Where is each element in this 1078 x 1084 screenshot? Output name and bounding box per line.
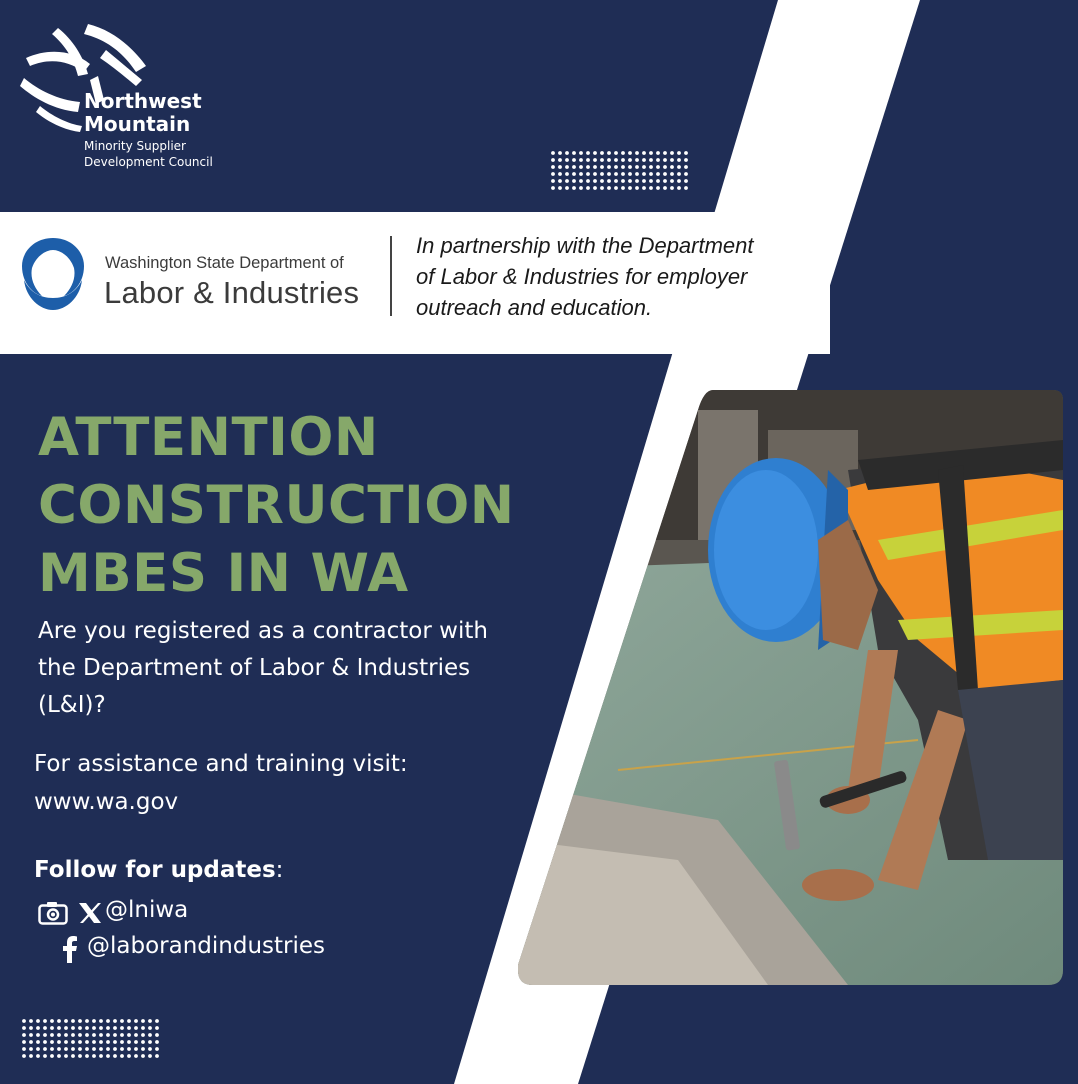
decorative-dot <box>78 1040 82 1044</box>
decorative-dot <box>628 158 632 162</box>
decorative-dot <box>551 179 555 183</box>
decorative-dot <box>120 1019 124 1023</box>
decorative-dot <box>57 1033 61 1037</box>
decorative-dot <box>85 1033 89 1037</box>
decorative-dot <box>43 1040 47 1044</box>
decorative-dot <box>677 151 681 155</box>
decorative-dot <box>85 1040 89 1044</box>
partnership-line1: In partnership with the Department <box>416 233 754 258</box>
decorative-dot <box>85 1019 89 1023</box>
decorative-dot <box>71 1054 75 1058</box>
decorative-dot <box>148 1047 152 1051</box>
decorative-dot <box>572 151 576 155</box>
decorative-dot <box>656 165 660 169</box>
decorative-dot <box>565 158 569 162</box>
decorative-dot <box>64 1040 68 1044</box>
decorative-dot <box>579 151 583 155</box>
nwmsdc-sub-line1: Minority Supplier <box>84 139 186 153</box>
decorative-dot <box>579 172 583 176</box>
decorative-dot <box>113 1019 117 1023</box>
decorative-dot <box>78 1026 82 1030</box>
decorative-dot <box>656 158 660 162</box>
headline <box>38 404 515 608</box>
decorative-dot <box>600 151 604 155</box>
decorative-dot <box>656 172 660 176</box>
decorative-dot <box>586 179 590 183</box>
nwmsdc-name-line2: Mountain <box>84 112 191 136</box>
decorative-dot <box>572 179 576 183</box>
decorative-dot <box>120 1026 124 1030</box>
follow-colon: : <box>275 857 284 883</box>
decorative-dot <box>99 1019 103 1023</box>
decorative-dot <box>50 1019 54 1023</box>
decorative-dot <box>43 1047 47 1051</box>
decorative-dot <box>92 1019 96 1023</box>
decorative-dot <box>628 172 632 176</box>
decorative-dot <box>663 179 667 183</box>
decorative-dot <box>614 158 618 162</box>
decorative-dot <box>43 1054 47 1058</box>
decorative-dot <box>684 158 688 162</box>
decorative-dot <box>670 172 674 176</box>
decorative-dot <box>43 1019 47 1023</box>
decorative-dot <box>593 151 597 155</box>
decorative-dot <box>64 1026 68 1030</box>
decorative-dot <box>78 1019 82 1023</box>
decorative-dot <box>141 1054 145 1058</box>
lni-name: Labor & Industries <box>104 275 360 310</box>
decorative-dot <box>635 179 639 183</box>
decorative-dot <box>677 165 681 169</box>
decorative-dot <box>155 1026 159 1030</box>
decorative-dot <box>558 158 562 162</box>
decorative-dot <box>99 1047 103 1051</box>
decorative-dot <box>642 165 646 169</box>
decorative-dot <box>64 1054 68 1058</box>
decorative-dot <box>663 172 667 176</box>
nwmsdc-name-line1: Northwest <box>84 89 202 113</box>
decorative-dot <box>113 1040 117 1044</box>
decorative-dot <box>120 1040 124 1044</box>
decorative-dot <box>50 1026 54 1030</box>
decorative-dot <box>106 1033 110 1037</box>
partnership-text <box>416 230 856 323</box>
decorative-dot <box>635 158 639 162</box>
decorative-dot <box>579 165 583 169</box>
decorative-dot <box>663 186 667 190</box>
assistance-text <box>34 745 554 821</box>
decorative-dot <box>607 165 611 169</box>
decorative-dot <box>628 179 632 183</box>
decorative-dot <box>113 1054 117 1058</box>
decorative-dot <box>43 1026 47 1030</box>
decorative-dot <box>607 151 611 155</box>
decorative-dot <box>134 1054 138 1058</box>
decorative-dot <box>120 1047 124 1051</box>
decorative-dot <box>565 172 569 176</box>
decorative-dot <box>614 186 618 190</box>
decorative-dot <box>663 165 667 169</box>
decorative-dot <box>663 158 667 162</box>
decorative-dot <box>572 172 576 176</box>
decorative-dot <box>572 165 576 169</box>
decorative-dot <box>71 1033 75 1037</box>
nwmsdc-subtitle <box>84 138 213 170</box>
decorative-dot <box>614 165 618 169</box>
decorative-dot <box>607 186 611 190</box>
decorative-dot <box>99 1054 103 1058</box>
decorative-dot <box>148 1054 152 1058</box>
decorative-dot <box>656 179 660 183</box>
decorative-dot <box>71 1026 75 1030</box>
decorative-dot <box>71 1047 75 1051</box>
decorative-dot <box>600 179 604 183</box>
decorative-dot <box>92 1054 96 1058</box>
decorative-dot <box>670 151 674 155</box>
decorative-dot <box>29 1026 33 1030</box>
decorative-dot <box>155 1040 159 1044</box>
decorative-dot <box>106 1040 110 1044</box>
decorative-dot <box>78 1033 82 1037</box>
decorative-dot <box>120 1054 124 1058</box>
decorative-dot <box>614 151 618 155</box>
question-line1: Are you registered as a contractor with <box>38 618 488 644</box>
decorative-dot <box>642 158 646 162</box>
decorative-dot <box>551 151 555 155</box>
decorative-dot <box>579 186 583 190</box>
decorative-dot <box>64 1033 68 1037</box>
lni-logo-icon <box>20 236 86 312</box>
decorative-dot <box>635 186 639 190</box>
decorative-dot <box>106 1047 110 1051</box>
decorative-dot <box>120 1033 124 1037</box>
registration-question <box>38 613 598 724</box>
decorative-dot <box>684 151 688 155</box>
decorative-dot <box>134 1026 138 1030</box>
handle-lniwa[interactable]: @lniwa <box>105 897 189 923</box>
decorative-dot <box>127 1040 131 1044</box>
decorative-dot <box>621 165 625 169</box>
decorative-dot <box>127 1033 131 1037</box>
decorative-dot <box>558 165 562 169</box>
decorative-dot <box>628 165 632 169</box>
decorative-dot <box>670 158 674 162</box>
decorative-dot <box>113 1047 117 1051</box>
decorative-dot <box>635 151 639 155</box>
decorative-dot <box>579 179 583 183</box>
decorative-dot <box>22 1026 26 1030</box>
decorative-dot <box>106 1054 110 1058</box>
decorative-dot <box>92 1033 96 1037</box>
decorative-dot <box>565 186 569 190</box>
decorative-dot <box>36 1054 40 1058</box>
decorative-dot <box>134 1019 138 1023</box>
decorative-dot <box>22 1033 26 1037</box>
decorative-dot <box>22 1054 26 1058</box>
decorative-dot <box>127 1026 131 1030</box>
decorative-dot <box>565 151 569 155</box>
assistance-line: For assistance and training visit: <box>34 751 408 777</box>
decorative-dot <box>99 1033 103 1037</box>
decorative-dot <box>127 1047 131 1051</box>
partnership-line3: outreach and education. <box>416 295 653 320</box>
decorative-dot <box>57 1026 61 1030</box>
decorative-dot <box>649 165 653 169</box>
decorative-dot <box>621 158 625 162</box>
follow-label: Follow for updates <box>34 857 276 883</box>
decorative-dot <box>677 186 681 190</box>
decorative-dot <box>621 179 625 183</box>
decorative-dot <box>148 1026 152 1030</box>
decorative-dot <box>85 1054 89 1058</box>
decorative-dot <box>50 1047 54 1051</box>
decorative-dot <box>50 1054 54 1058</box>
decorative-dot <box>670 186 674 190</box>
follow-heading <box>34 857 283 883</box>
decorative-dot <box>50 1040 54 1044</box>
decorative-dot <box>155 1019 159 1023</box>
decorative-dot <box>593 186 597 190</box>
decorative-dot <box>593 172 597 176</box>
handle-laborandindustries[interactable]: @laborandindustries <box>87 933 326 959</box>
decorative-dot <box>649 172 653 176</box>
decorative-dot <box>155 1033 159 1037</box>
decorative-dot <box>92 1026 96 1030</box>
decorative-dot <box>92 1040 96 1044</box>
decorative-dot <box>614 179 618 183</box>
decorative-dot <box>600 186 604 190</box>
nwmsdc-sub-line2: Development Council <box>84 155 213 169</box>
headline-line2: CONSTRUCTION <box>38 475 515 536</box>
decorative-dot <box>29 1033 33 1037</box>
decorative-dot <box>29 1047 33 1051</box>
decorative-dot <box>36 1019 40 1023</box>
decorative-dot <box>600 158 604 162</box>
decorative-dot <box>141 1033 145 1037</box>
decorative-dot <box>565 179 569 183</box>
decorative-dot <box>551 172 555 176</box>
decorative-dot <box>127 1019 131 1023</box>
decorative-dot <box>670 165 674 169</box>
decorative-dot <box>649 179 653 183</box>
decorative-dot <box>593 165 597 169</box>
question-line2: the Department of Labor & Industries <box>38 655 471 681</box>
decorative-dot <box>607 172 611 176</box>
decorative-dot <box>155 1047 159 1051</box>
decorative-dot <box>565 165 569 169</box>
decorative-dot <box>551 186 555 190</box>
decorative-dot <box>558 179 562 183</box>
decorative-dot <box>586 186 590 190</box>
decorative-dot <box>635 172 639 176</box>
decorative-dot <box>148 1033 152 1037</box>
decorative-dot <box>141 1026 145 1030</box>
decorative-dot <box>614 172 618 176</box>
decorative-dot <box>677 158 681 162</box>
decorative-dot <box>586 158 590 162</box>
decorative-dot <box>106 1019 110 1023</box>
decorative-dot <box>684 172 688 176</box>
decorative-dot <box>558 172 562 176</box>
decorative-dot <box>22 1047 26 1051</box>
decorative-dot <box>600 172 604 176</box>
decorative-dot <box>57 1040 61 1044</box>
decorative-dot <box>649 186 653 190</box>
decorative-dot <box>36 1040 40 1044</box>
decorative-dot <box>141 1047 145 1051</box>
decorative-dot <box>663 151 667 155</box>
decorative-dot <box>642 172 646 176</box>
decorative-dot <box>78 1047 82 1051</box>
decorative-dot <box>92 1047 96 1051</box>
headline-line1: ATTENTION <box>38 407 379 468</box>
decorative-dot <box>106 1026 110 1030</box>
decorative-dot <box>551 165 555 169</box>
decorative-dot <box>621 186 625 190</box>
decorative-dot <box>593 158 597 162</box>
decorative-dot <box>43 1033 47 1037</box>
decorative-dot <box>22 1040 26 1044</box>
decorative-dot <box>113 1033 117 1037</box>
logo-divider <box>390 236 392 316</box>
decorative-dot <box>677 172 681 176</box>
decorative-dot <box>628 151 632 155</box>
decorative-dot <box>71 1019 75 1023</box>
decorative-dot <box>670 179 674 183</box>
decorative-dot <box>649 151 653 155</box>
x-icon[interactable] <box>78 902 102 924</box>
decorative-dot <box>99 1026 103 1030</box>
decorative-dot <box>64 1047 68 1051</box>
decorative-dot <box>64 1019 68 1023</box>
decorative-dot <box>113 1026 117 1030</box>
question-line3: (L&I)? <box>38 692 106 718</box>
partnership-line2: of Labor & Industries for employer <box>416 264 748 289</box>
decorative-dot <box>22 1019 26 1023</box>
decorative-dot <box>134 1040 138 1044</box>
headline-line3: MBES IN WA <box>38 543 409 604</box>
camera-icon[interactable] <box>38 901 68 925</box>
decorative-dot <box>635 165 639 169</box>
assistance-url[interactable]: www.wa.gov <box>34 789 179 815</box>
decorative-dot <box>78 1054 82 1058</box>
decorative-dot <box>57 1047 61 1051</box>
decorative-dot <box>684 165 688 169</box>
decorative-dot <box>684 186 688 190</box>
decorative-dot <box>684 179 688 183</box>
decorative-dot <box>607 179 611 183</box>
decorative-dot <box>656 151 660 155</box>
decorative-dot <box>642 151 646 155</box>
decorative-dot <box>656 186 660 190</box>
decorative-dot <box>127 1054 131 1058</box>
decorative-dot <box>642 179 646 183</box>
facebook-icon[interactable] <box>62 935 78 963</box>
decorative-dot <box>551 158 555 162</box>
decorative-dot <box>71 1040 75 1044</box>
decorative-dot <box>642 186 646 190</box>
decorative-dot <box>57 1054 61 1058</box>
decorative-dot <box>628 186 632 190</box>
decorative-dot <box>621 172 625 176</box>
decorative-dot <box>36 1033 40 1037</box>
decorative-dot <box>141 1019 145 1023</box>
decorative-dot <box>85 1047 89 1051</box>
decorative-dot <box>572 158 576 162</box>
decorative-dot <box>600 165 604 169</box>
decorative-dot <box>649 158 653 162</box>
decorative-dot <box>50 1033 54 1037</box>
decorative-dot <box>57 1019 61 1023</box>
decorative-dot <box>141 1040 145 1044</box>
decorative-dot <box>36 1026 40 1030</box>
decorative-dot <box>579 158 583 162</box>
decorative-dot <box>607 158 611 162</box>
decorative-dot <box>593 179 597 183</box>
decorative-dot <box>148 1019 152 1023</box>
decorative-dot <box>558 151 562 155</box>
decorative-dot <box>572 186 576 190</box>
decorative-dot <box>586 165 590 169</box>
decorative-dot <box>29 1040 33 1044</box>
decorative-dot <box>148 1040 152 1044</box>
decorative-dot <box>621 151 625 155</box>
decorative-dot <box>85 1026 89 1030</box>
decorative-dot <box>558 186 562 190</box>
lni-department-line: Washington State Department of <box>105 254 344 272</box>
decorative-dot <box>677 179 681 183</box>
decorative-dot <box>586 151 590 155</box>
decorative-dot <box>29 1019 33 1023</box>
decorative-dot <box>36 1047 40 1051</box>
decorative-dot <box>29 1054 33 1058</box>
decorative-dot <box>586 172 590 176</box>
decorative-dot <box>134 1033 138 1037</box>
nwmsdc-name <box>84 90 202 136</box>
decorative-dot <box>99 1040 103 1044</box>
decorative-dot <box>155 1054 159 1058</box>
construction-worker-photo <box>518 390 1063 985</box>
decorative-dot <box>134 1047 138 1051</box>
